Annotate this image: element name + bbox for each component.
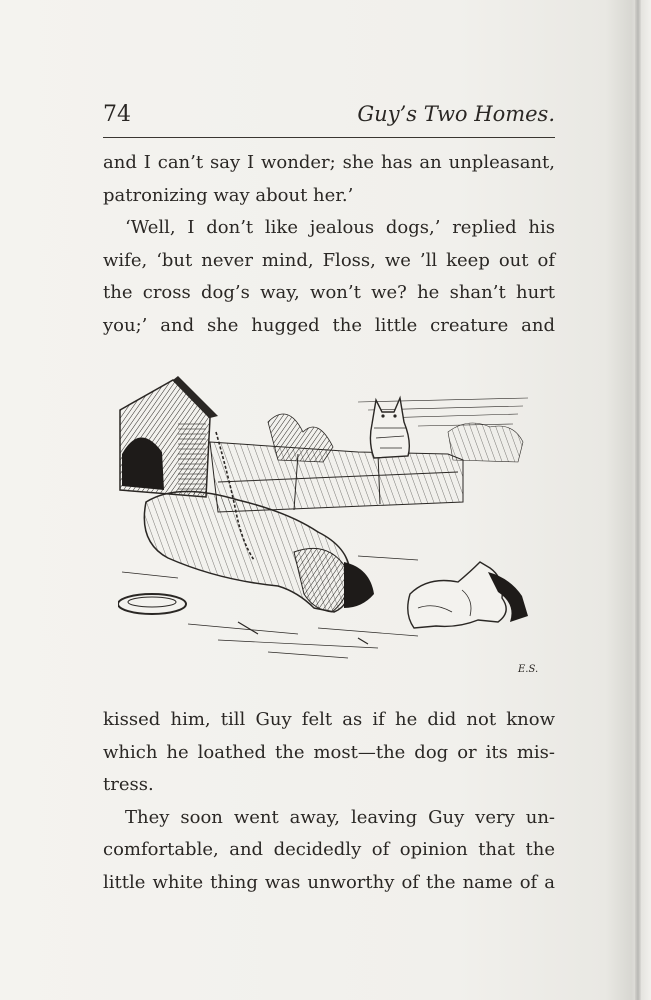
- text-line: wife, ‘but never mind, Floss, we ’ll keep out of: [103, 249, 555, 271]
- svg-text:E.S.: E.S.: [518, 664, 539, 675]
- dogs-and-kennel-illustration: [118, 372, 533, 675]
- text-line: the cross dog’s way, won’t we? he shan’t hurt: [103, 282, 555, 303]
- text-line: comfortable, and decidedly of opinion that the: [103, 839, 555, 860]
- text-line: you;’ and she hugged the little creature and: [103, 314, 555, 336]
- text-line: ‘Well, I don’t like jealous dogs,’ replied his: [125, 217, 555, 238]
- text-line: tress.: [103, 774, 154, 795]
- text-line: patronizing way about her.’: [103, 184, 354, 206]
- text-line: kissed him, till Guy felt as if he did not know: [103, 709, 555, 730]
- page-gutter-shadow: [635, 0, 641, 1000]
- text-block-bottom: [103, 704, 555, 899]
- page-number: 74: [103, 102, 131, 127]
- text-line: which he loathed the most—the dog or its mis-: [103, 741, 555, 763]
- text-line: little white thing was unworthy of the name of a: [103, 871, 555, 893]
- running-title: Guy’s Two Homes.: [357, 102, 555, 126]
- text-line: They soon went away, leaving Guy very un-: [125, 806, 555, 828]
- page-header: [103, 100, 555, 136]
- illustrator-signature: [516, 660, 556, 676]
- text-line: and I can’t say I wonder; she has an unpleasant,: [103, 152, 555, 173]
- engraving-illustration: [118, 372, 539, 675]
- header-rule: [103, 137, 555, 138]
- text-block-top: [103, 147, 555, 342]
